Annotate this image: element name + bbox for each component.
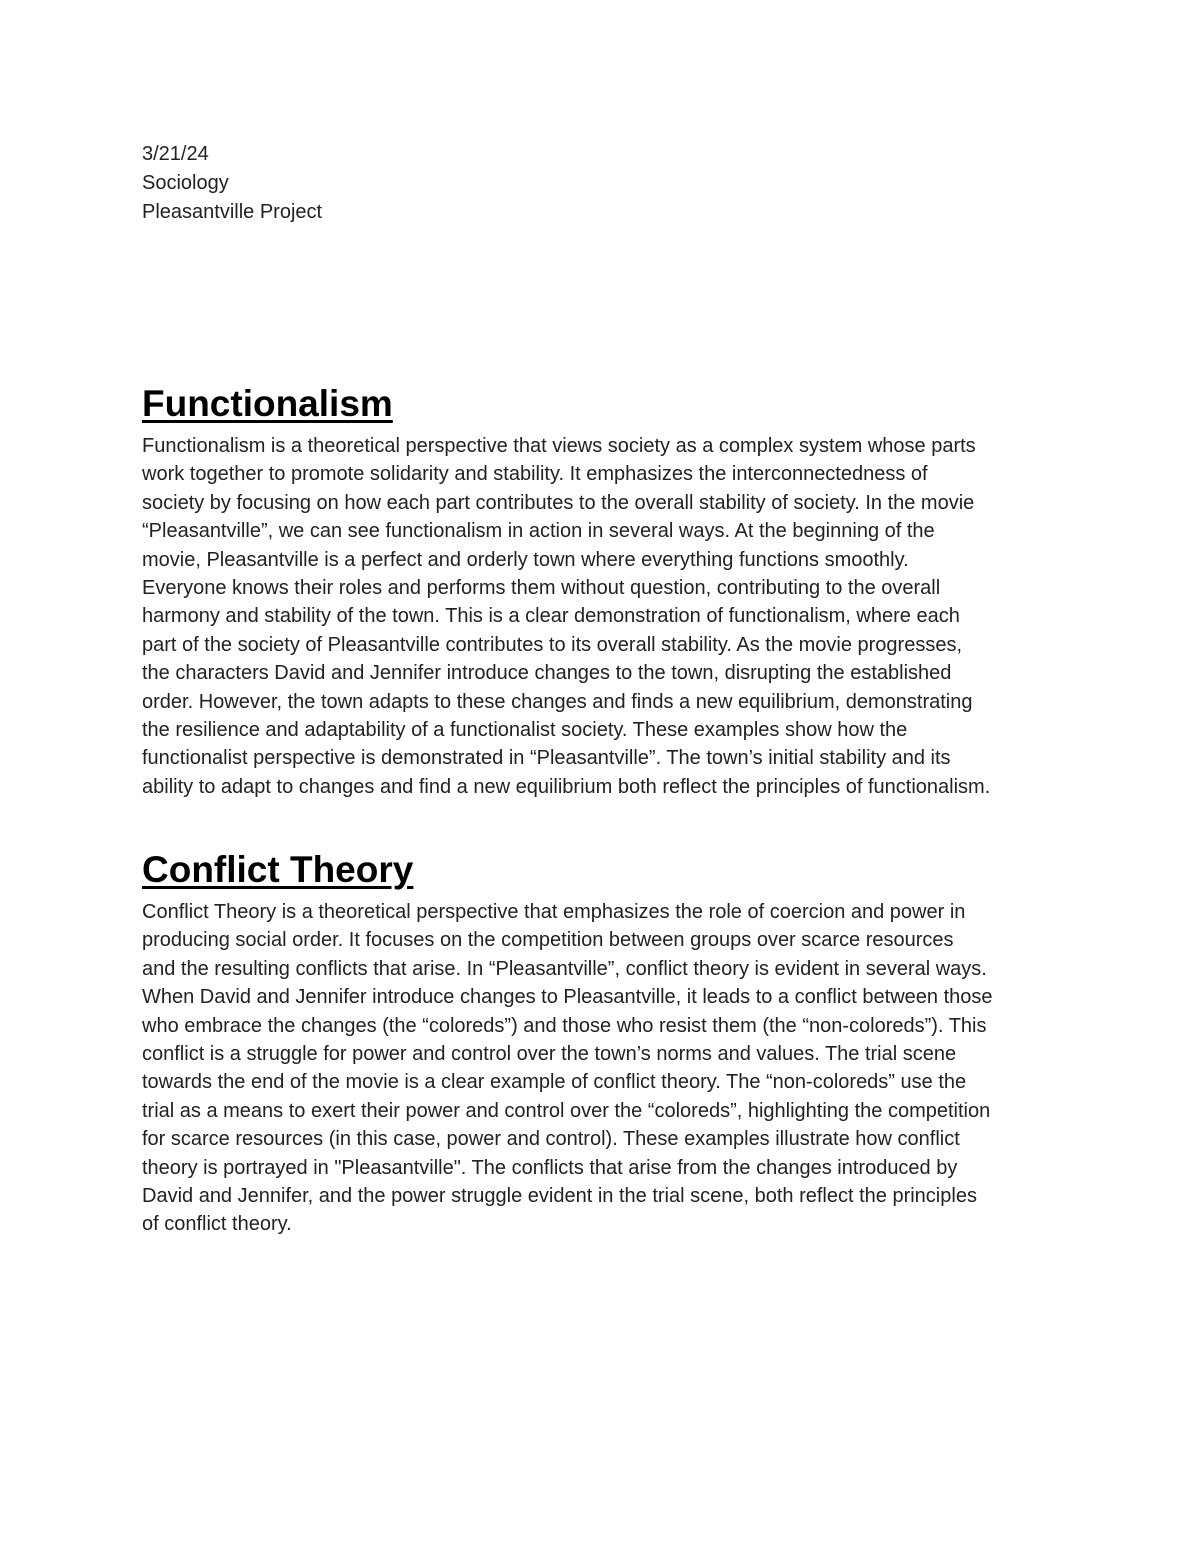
paragraph-line: of conflict theory. <box>142 1213 292 1236</box>
section-heading-functionalism: Functionalism <box>142 383 393 424</box>
paragraph-line: part of the society of Pleasantville contributes to its overall stability. As the movie progresses, <box>142 633 963 656</box>
paragraph-line: for scarce resources (in this case, power and control). These examples illustrate how conflict <box>142 1128 960 1151</box>
paragraph-line: “Pleasantville”, we can see functionalism in action in several ways. At the beginning of the <box>142 520 935 543</box>
section-conflict-theory <box>142 848 1072 1239</box>
paragraph-line: conflict is a struggle for power and control over the town’s norms and values. The trial scene <box>142 1043 957 1066</box>
paragraph-line: order. However, the town adapts to these changes and finds a new equilibrium, demonstrating <box>142 690 973 713</box>
paragraph-line: towards the end of the movie is a clear example of conflict theory. The “non-coloreds” use the <box>142 1071 967 1094</box>
date-line: 3/21/24 <box>142 143 209 165</box>
paragraph-line: ability to adapt to changes and find a new equilibrium both reflect the principles of functionalism. <box>142 775 991 798</box>
paragraph-line: When David and Jennifer introduce changes to Pleasantville, it leads to a conflict between those <box>142 986 993 1009</box>
project-title-line: Pleasantville Project <box>142 201 323 223</box>
section-paragraph-conflict-theory <box>142 898 1072 1239</box>
document-header <box>142 140 322 227</box>
section-functionalism <box>142 382 1072 801</box>
section-heading-conflict-theory: Conflict Theory <box>142 849 414 890</box>
paragraph-line: and the resulting conflicts that arise. In “Pleasantville”, conflict theory is evident in several ways. <box>142 957 987 980</box>
paragraph-line: theory is portrayed in "Pleasantville". The conflicts that arise from the changes introduced by <box>142 1156 958 1179</box>
paragraph-line: society by focusing on how each part contributes to the overall stability of society. In the movie <box>142 491 975 514</box>
paragraph-line: producing social order. It focuses on the competition between groups over scarce resources <box>142 929 954 952</box>
paragraph-line: movie, Pleasantville is a perfect and orderly town where everything functions smoothly. <box>142 548 909 571</box>
subject-line: Sociology <box>142 172 229 194</box>
paragraph-line: Everyone knows their roles and performs them without question, contributing to the overall <box>142 577 941 600</box>
paragraph-line: Functionalism is a theoretical perspective that views society as a complex system whose parts <box>142 435 976 457</box>
paragraph-line: Conflict Theory is a theoretical perspective that emphasizes the role of coercion and power in <box>142 901 966 923</box>
paragraph-line: work together to promote solidarity and stability. It emphasizes the interconnectedness of <box>142 463 928 486</box>
paragraph-line: who embrace the changes (the “coloreds”) and those who resist them (the “non-coloreds”). This <box>142 1014 987 1037</box>
paragraph-line: trial as a means to exert their power and control over the “coloreds”, highlighting the competition <box>142 1099 991 1122</box>
paragraph-line: David and Jennifer, and the power struggle evident in the trial scene, both reflect the principles <box>142 1185 977 1208</box>
paragraph-line: functionalist perspective is demonstrated in “Pleasantville”. The town’s initial stability and its <box>142 747 951 770</box>
section-paragraph-functionalism <box>142 432 1072 801</box>
paragraph-line: harmony and stability of the town. This is a clear demonstration of functionalism, where each <box>142 605 960 628</box>
paragraph-line: the resilience and adaptability of a functionalist society. These examples show how the <box>142 719 908 742</box>
paragraph-line: the characters David and Jennifer introduce changes to the town, disrupting the established <box>142 662 952 685</box>
